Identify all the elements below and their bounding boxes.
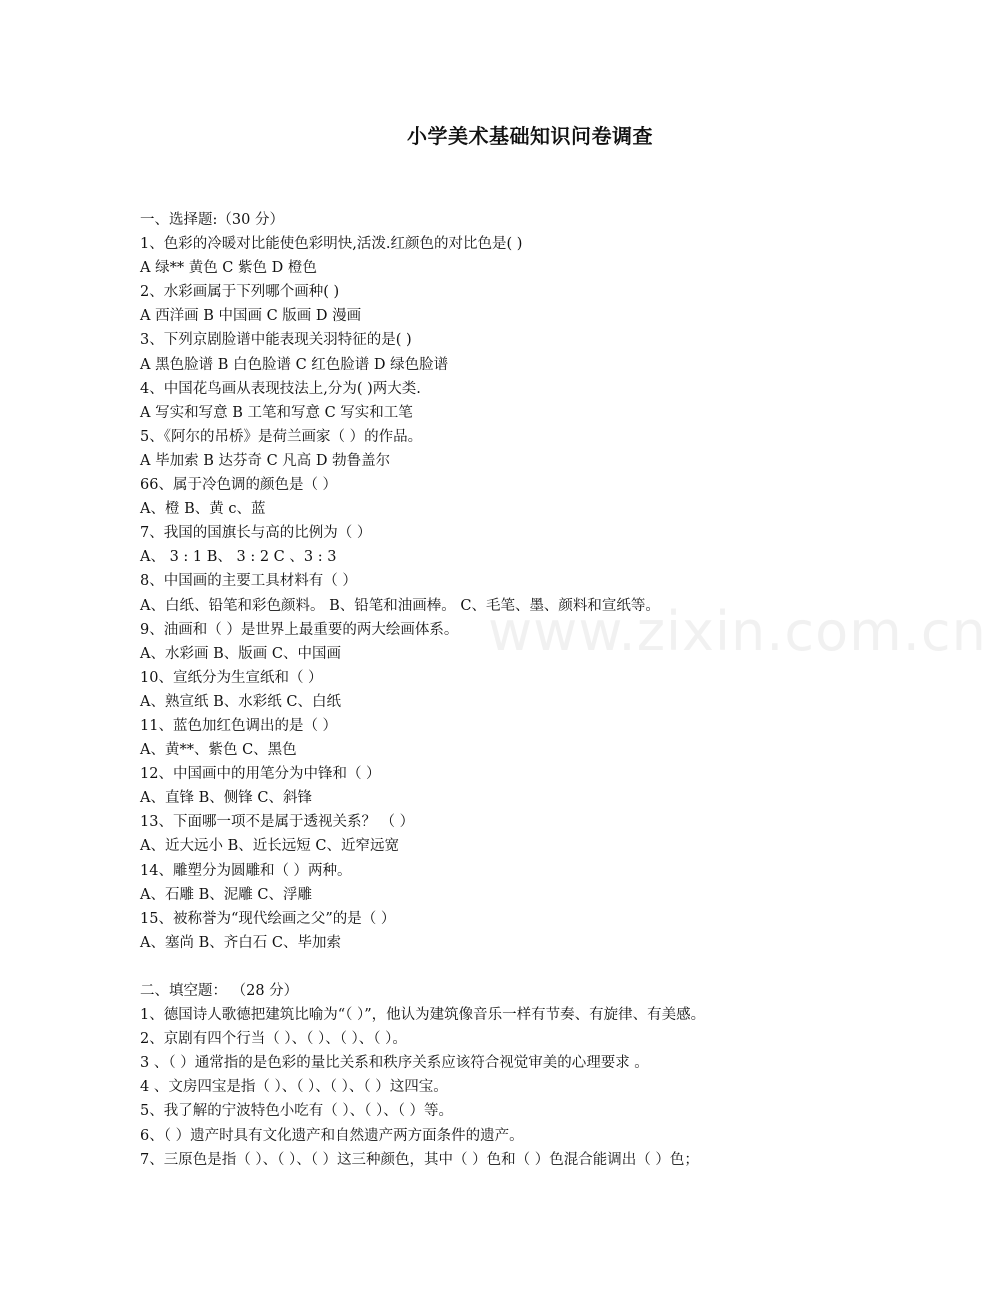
question-line: A 绿** 黄色 C 紫色 D 橙色 [140, 260, 317, 277]
question-line: 7、三原色是指（ ）、（ ）、（ ）这三种颜色，其中（ ）色和（ ）色混合能调出（ ）色； [140, 1151, 699, 1168]
question-line: 4 、文房四宝是指（ ）、（ ）、（ ）、（ ）这四宝。 [140, 1079, 448, 1096]
section-fill-questions [140, 1003, 910, 1172]
question-line: 7、我国的国旗长与高的比例为（ ） [140, 525, 372, 542]
question-line: 3、下列京剧脸谱中能表现关羽特征的是( ) [140, 332, 412, 349]
question-line: 12、中国画中的用笔分为中锋和（ ） [140, 766, 381, 783]
section-heading-choice: 一、选择题:（30 分） [140, 212, 284, 228]
question-line: A、黄**、紫色 C、黑色 [140, 742, 297, 759]
question-line: A 西洋画 B 中国画 C 版画 D 漫画 [140, 308, 362, 325]
document-body [140, 208, 910, 1172]
watermark: www.zixin.com.cn [488, 600, 987, 663]
question-line: A、石雕 B、泥雕 C、浮雕 [140, 886, 312, 903]
question-line: 14、雕塑分为圆雕和（ ）两种。 [140, 862, 352, 879]
question-line: 10、宣纸分为生宣纸和（ ） [140, 669, 323, 686]
question-line: 1、色彩的冷暖对比能使色彩明快,活泼.红颜色的对比色是( ) [140, 236, 523, 253]
question-line: A 毕加索 B 达芬奇 C 凡高 D 勃鲁盖尔 [140, 452, 391, 469]
question-line: A、近大远小 B、近长远短 C、近窄远宽 [140, 838, 399, 855]
question-line: A、白纸、铅笔和彩色颜料。 B、铅笔和油画棒。 C、毛笔、墨、颜料和宣纸等。 [140, 597, 660, 614]
page-title: 小学美术基础知识问卷调查 [407, 124, 653, 148]
question-line: 13、下面哪一项不是属于透视关系？ （ ） [140, 814, 415, 831]
question-line: 5、我了解的宁波特色小吃有（ ）、（ ）、（ ）等。 [140, 1103, 454, 1120]
question-line: 1、德国诗人歌德把建筑比喻为“（ ）”，他认为建筑像音乐一样有节奏、有旋律、有美感。 [140, 1007, 706, 1024]
question-line: A、水彩画 B、版画 C、中国画 [140, 645, 341, 662]
question-line: A、熟宣纸 B、水彩纸 C、白纸 [140, 693, 341, 710]
question-line: 5、《阿尔的吊桥》是荷兰画家（ ）的作品。 [140, 428, 423, 445]
section-choice-questions [140, 232, 910, 955]
question-line: A、 3 : 1 B、 3 : 2 C 、3 : 3 [140, 549, 337, 566]
question-line: 3 、（ ）通常指的是色彩的量比关系和秩序关系应该符合视觉审美的心理要求 。 [140, 1055, 649, 1072]
question-line: A、塞尚 B、齐白石 C、毕加索 [140, 934, 341, 951]
question-line: A 黑色脸谱 B 白色脸谱 C 红色脸谱 D 绿色脸谱 [140, 356, 449, 373]
question-line: 6、（ ）遗产时具有文化遗产和自然遗产两方面条件的遗产。 [140, 1127, 524, 1144]
question-line: 15、被称誉为“现代绘画之父”的是（ ） [140, 910, 396, 927]
question-line: 4、中国花鸟画从表现技法上,分为( )两大类. [140, 380, 421, 397]
question-line: 66、属于冷色调的颜色是（ ） [140, 477, 338, 494]
question-line: A、橙 B、黄 c、蓝 [140, 501, 266, 518]
question-line: 2、水彩画属于下列哪个画种( ) [140, 284, 340, 301]
question-line: 11、蓝色加红色调出的是（ ） [140, 717, 338, 734]
question-line: A、直锋 B、侧锋 C、斜锋 [140, 790, 312, 807]
question-line: A 写实和写意 B 工笔和写意 C 写实和工笔 [140, 404, 413, 421]
question-line: 9、油画和（ ）是世界上最重要的两大绘画体系。 [140, 621, 459, 638]
question-line: 2、京剧有四个行当（ ）、（ ）、（ ）、（ ）。 [140, 1031, 407, 1048]
section-heading-fill: 二、填空题： （28 分） [140, 983, 299, 999]
question-line: 8、中国画的主要工具材料有（ ） [140, 573, 357, 590]
section-spacer [140, 955, 910, 979]
